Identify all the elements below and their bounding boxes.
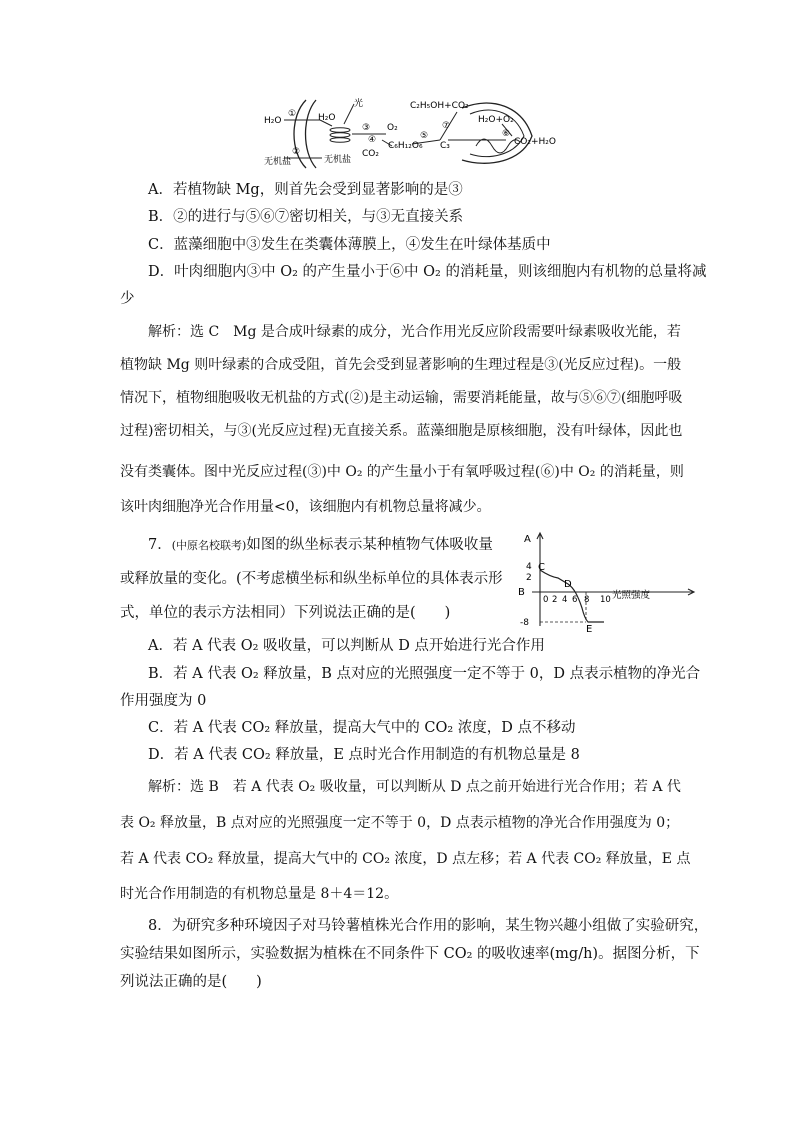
- q7-stem-2: 或释放量的变化。(不考虑横坐标和纵坐标单位的具体表示形: [120, 571, 503, 587]
- process-1-label: ①: [288, 109, 297, 119]
- process-7-label: ⑦: [442, 121, 451, 131]
- q8-stem-3: 列说法正确的是( ): [120, 974, 262, 990]
- co2-label: CO₂: [362, 149, 379, 159]
- q7-number: 7．: [148, 537, 172, 553]
- q7-source-tag: (中原名校联考): [171, 539, 247, 552]
- x-tick-0: 0: [543, 595, 549, 605]
- process-4-label: ④: [368, 135, 377, 145]
- ethanol-label: C₂H₅OH+CO₂: [410, 101, 469, 111]
- point-b-label: B: [518, 587, 525, 598]
- point-c-label: C: [538, 562, 545, 573]
- q7-analysis-2: 表 O₂ 释放量，B 点对应的光照强度一定不等于 0，D 点表示植物的净光合作用强度为 0；: [120, 815, 680, 831]
- x-tick-4: 4: [562, 595, 568, 605]
- q7-stem-text: 如图的纵坐标表示某种植物气体吸收量: [246, 537, 493, 553]
- q8-stem-2: 实验结果如图所示，实验数据为植株在不同条件下 CO₂ 的吸收速率(mg/h)。据图分析，下: [120, 946, 700, 962]
- q7-option-d: D．若 A 代表 CO₂ 释放量，E 点时光合作用制造的有机物总量是 8: [148, 747, 580, 763]
- q7-option-b: B．若 A 代表 O₂ 释放量，B 点对应的光照强度一定不等于 0，D 点表示植物的净光合: [148, 666, 701, 682]
- glucose-label: C₆H₁₂O₆: [388, 141, 423, 151]
- process-3-label: ③: [362, 123, 371, 133]
- y-axis-label: A: [524, 534, 531, 545]
- salt-outside-label: 无机盐: [264, 157, 292, 167]
- q7-gas-exchange-graph: [512, 530, 698, 634]
- x-tick-6: 6: [572, 595, 578, 605]
- q6-analysis-6: 该叶肉细胞净光合作用量<0，该细胞内有机物总量将减少。: [120, 499, 491, 515]
- point-d-label: D: [564, 579, 572, 590]
- q6-option-c: C．蓝藻细胞中③发生在类囊体薄膜上，④发生在叶绿体基质中: [148, 237, 551, 253]
- q7-analysis-3: 若 A 代表 CO₂ 释放量，提高大气中的 CO₂ 浓度，D 点左移；若 A 代表 CO₂ 释放量，E 点: [120, 851, 691, 867]
- salt-inside-label: 无机盐: [324, 155, 352, 165]
- q6-analysis-3: 情况下，植物细胞吸收无机盐的方式(②)是主动运输，需要消耗能量，故与⑤⑥⑦(细胞呼吸: [120, 390, 683, 406]
- q7-analysis-1: 解析：选 B 若 A 代表 O₂ 吸收量，可以判断从 D 点之前开始进行光合作用；若 A 代: [148, 779, 681, 795]
- q7-option-c: C．若 A 代表 CO₂ 释放量，提高大气中的 CO₂ 浓度，D 点不移动: [148, 720, 576, 736]
- x-tick-2: 2: [552, 595, 558, 605]
- cell-process-diagram: [262, 96, 592, 172]
- q6-analysis-4: 过程)密切相关，与③(光反应过程)无直接关系。蓝藻细胞是原核细胞，没有叶绿体，因此也: [120, 423, 683, 439]
- y-tick-4: 4: [526, 562, 532, 572]
- q6-analysis-5: 没有类囊体。图中光反应过程(③)中 O₂ 的产生量小于有氧呼吸过程(⑥)中 O₂ 的消耗量，则: [120, 464, 684, 480]
- point-e-label: E: [586, 624, 593, 634]
- q7-stem-1: [148, 535, 493, 556]
- x-tick-10: 10: [600, 595, 611, 605]
- process-6-label: ⑥: [502, 129, 511, 139]
- q6-option-a: A．若植物缺 Mg，则首先会受到显著影响的是③: [148, 182, 463, 198]
- light-label: 光: [354, 99, 364, 109]
- x-tick-8: 8: [584, 595, 590, 605]
- y-tick-neg8: -8: [520, 618, 529, 628]
- q8-stem-1: 8．为研究多种环境因子对马铃薯植株光合作用的影响，某生物兴趣小组做了实验研究，: [148, 918, 709, 934]
- q6-option-d: D．叶肉细胞内③中 O₂ 的产生量小于⑥中 O₂ 的消耗量，则该细胞内有机物的总量将减: [148, 264, 707, 280]
- x-axis-label: 光照强度: [612, 590, 651, 601]
- h2o-o2-label: H₂O+O₂: [478, 115, 514, 125]
- process-2-label: ②: [292, 147, 301, 157]
- o2-label: O₂: [387, 123, 398, 133]
- q7-option-a: A．若 A 代表 O₂ 吸收量，可以判断从 D 点开始进行光合作用: [148, 638, 545, 654]
- q6-analysis-1: 解析：选 C Mg 是合成叶绿素的成分，光合作用光反应阶段需要叶绿素吸收光能，若: [148, 324, 681, 340]
- inner-h2o-label: H₂O: [318, 113, 336, 123]
- q7-stem-3: 式，单位的表示方法相同）下列说法正确的是( ): [120, 605, 451, 621]
- h2o-label: H₂O: [264, 116, 282, 126]
- q7-option-b-cont: 作用强度为 0: [120, 693, 207, 709]
- q7-analysis-4: 时光合作用制造的有机物总量是 8＋4＝12。: [120, 886, 399, 902]
- c3-label: C₃: [440, 141, 450, 151]
- q6-option-d-cont: 少: [120, 291, 135, 307]
- q6-analysis-2: 植物缺 Mg 则叶绿素的合成受阻，首先会受到显著影响的生理过程是③(光反应过程)。一般: [120, 357, 682, 373]
- q6-option-b: B．②的进行与⑤⑥⑦密切相关，与③无直接关系: [148, 209, 464, 225]
- co2-h2o-label: CO₂+H₂O: [514, 137, 556, 147]
- y-tick-2: 2: [526, 573, 532, 583]
- process-5-label: ⑤: [420, 131, 429, 141]
